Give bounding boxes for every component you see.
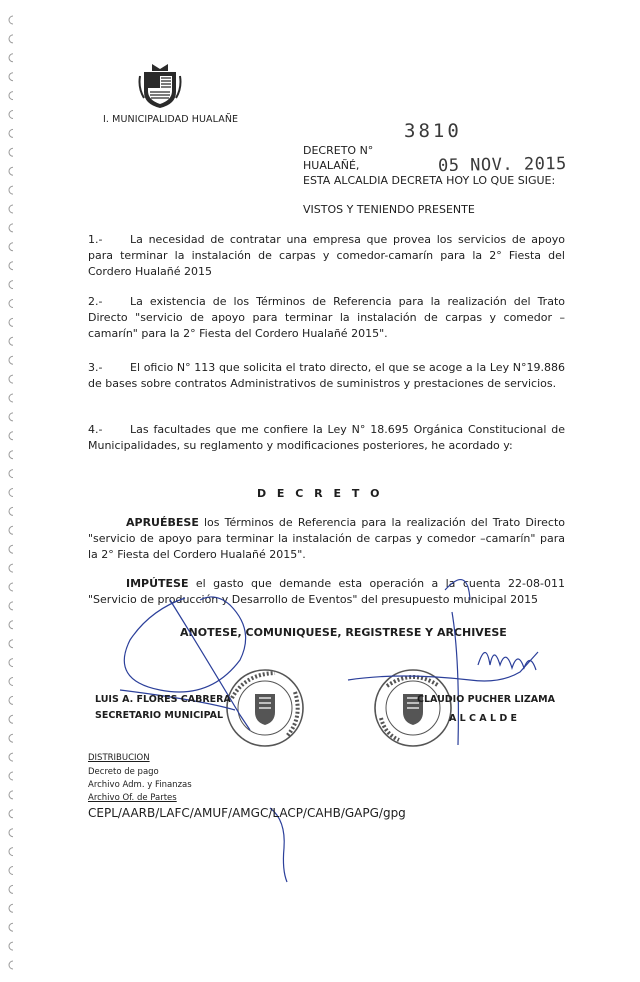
consideration-text: La existencia de los Términos de Referencia para la realización del Trato Directo "servicio de apoyo para terminar la instalación de carpas y comedor – camarín" para la 2° Fiesta del Cordero Hualañé 2015". (88, 295, 565, 340)
place-label: HUALAÑÉ, (303, 159, 360, 172)
consideration-text: El oficio N° 113 que solicita el trato directo, el que se acoge a la Ley N°19.886 de bases sobre contratos Administrativos de suministros y prestaciones de servicios. (88, 361, 565, 390)
consideration-number: 1.- (88, 233, 103, 246)
distribution-item: Decreto de pago (88, 767, 159, 777)
consideration-number: 4.- (88, 423, 103, 436)
date-stamp: 05 NOV. 2015 (437, 153, 567, 177)
distribution-item: Archivo Of. de Partes (88, 793, 177, 803)
secretary-seal-icon (227, 670, 303, 746)
mayor-title: A L C A L D E (449, 713, 518, 724)
vistos-heading: VISTOS Y TENIENDO PRESENTE (303, 203, 475, 216)
consideration-text: La necesidad de contratar una empresa que provea los servicios de apoyo para terminar la instalación de carpas y comedor-camarín para la 2° Fiesta del Cordero Hualañé 2015 (88, 233, 565, 278)
consideration-number: 2.- (88, 295, 103, 308)
consideration-text: Las facultades que me confiere la Ley N° 18.695 Orgánica Constitucional de Municipalidades, su reglamento y modificaciones posteriores, he acordado y: (88, 423, 565, 452)
impute-text: el gasto que demande esta operación a la cuenta 22-08-011 "Servicio de producción y Desarrollo de Eventos" del presupuesto municipal 2015 (88, 577, 565, 606)
mayor-name: CLAUDIO PUCHER LIZAMA (417, 694, 555, 705)
decreto-label: DECRETO N° (303, 144, 374, 157)
approve-keyword: APRUÉBESE (126, 516, 199, 529)
decree-number-stamp: 3810 (404, 120, 462, 142)
handwritten-signatures (120, 580, 538, 882)
consideration-number: 3.- (88, 361, 103, 374)
closing-formula: ANOTESE, COMUNIQUESE, REGISTRESE Y ARCHIVESE (180, 626, 507, 639)
approve-text: los Términos de Referencia para la realización del Trato Directo "servicio de apoyo para terminar la instalación de carpas y comedor –camarín" para la 2° Fiesta del Cordero Hualañé 2015". (88, 516, 565, 561)
distribution-item: Archivo Adm. y Finanzas (88, 780, 192, 790)
secretary-name: LUIS A. FLORES CABRERA (95, 694, 231, 705)
decree-heading: D E C R E T O (256, 487, 384, 500)
distribution-codes: CEPL/AARB/LAFC/AMUF/AMGC/LACP/CAHB/GAPG/gpg (88, 806, 406, 820)
secretary-title: SECRETARIO MUNICIPAL (95, 710, 224, 721)
organization-name: I. MUNICIPALIDAD HUALAÑE (103, 114, 239, 125)
impute-keyword: IMPÚTESE (126, 577, 189, 590)
distribution-heading: DISTRIBUCION (88, 753, 150, 763)
decree-statement: ESTA ALCALDIA DECRETA HOY LO QUE SIGUE: (303, 174, 556, 187)
mayor-seal-icon (375, 670, 451, 746)
